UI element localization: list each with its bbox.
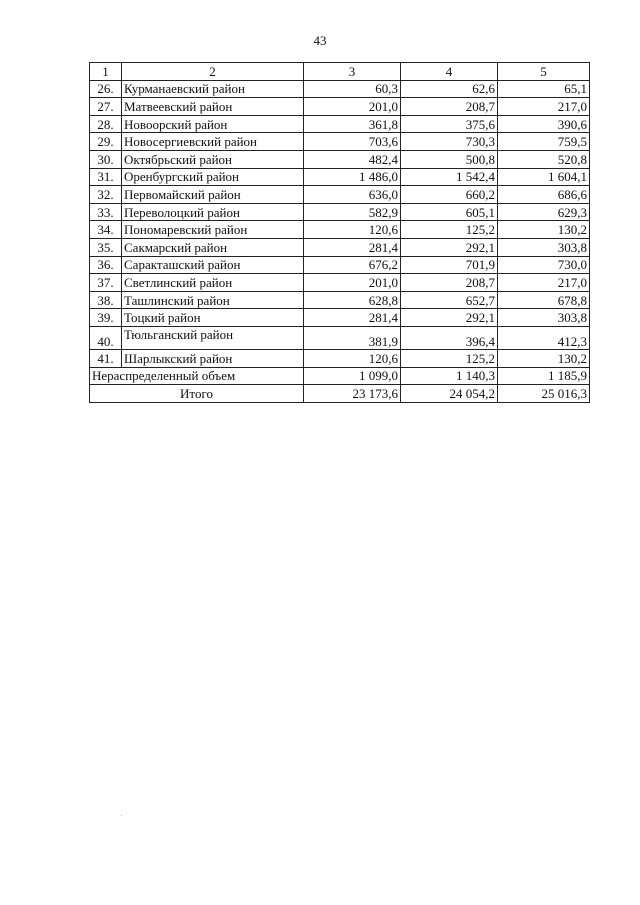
value-col3: 120,6	[304, 221, 401, 239]
table-row	[90, 98, 590, 116]
district-name: Пономаревский район	[122, 221, 304, 239]
row-number: 28.	[90, 115, 122, 133]
value-col4: 292,1	[401, 238, 498, 256]
table-row	[90, 203, 590, 221]
value-col5: 217,0	[498, 98, 590, 116]
district-name: Светлинский район	[122, 274, 304, 292]
value-col4: 396,4	[401, 326, 498, 349]
value-col3: 636,0	[304, 186, 401, 204]
total-col4: 24 054,2	[401, 385, 498, 403]
district-name: Саракташский район	[122, 256, 304, 274]
table-row	[90, 80, 590, 98]
row-number: 37.	[90, 274, 122, 292]
table-row	[90, 274, 590, 292]
value-col3: 628,8	[304, 291, 401, 309]
table-row	[90, 238, 590, 256]
value-col3: 582,9	[304, 203, 401, 221]
row-number: 31.	[90, 168, 122, 186]
value-col5: 520,8	[498, 150, 590, 168]
district-name: Первомайский район	[122, 186, 304, 204]
district-name: Оренбургский район	[122, 168, 304, 186]
value-col4: 125,2	[401, 349, 498, 367]
table-row	[90, 349, 590, 367]
scan-speck	[121, 815, 122, 816]
unallocated-col3: 1 099,0	[304, 367, 401, 385]
value-col4: 701,9	[401, 256, 498, 274]
table-row	[90, 309, 590, 327]
value-col5: 686,6	[498, 186, 590, 204]
value-col4: 605,1	[401, 203, 498, 221]
row-number: 36.	[90, 256, 122, 274]
value-col5: 390,6	[498, 115, 590, 133]
table-row	[90, 291, 590, 309]
header-cell: 1	[90, 63, 122, 81]
header-cell: 4	[401, 63, 498, 81]
row-number: 41.	[90, 349, 122, 367]
row-number: 32.	[90, 186, 122, 204]
value-col4: 62,6	[401, 80, 498, 98]
row-number: 33.	[90, 203, 122, 221]
row-number: 39.	[90, 309, 122, 327]
value-col3: 676,2	[304, 256, 401, 274]
district-name: Шарлыкский район	[122, 349, 304, 367]
value-col5: 65,1	[498, 80, 590, 98]
table-row	[90, 133, 590, 151]
table-header-row	[90, 63, 590, 81]
value-col5: 217,0	[498, 274, 590, 292]
unallocated-label: Нераспределенный объем	[90, 367, 304, 385]
value-col5: 678,8	[498, 291, 590, 309]
value-col5: 130,2	[498, 221, 590, 239]
unallocated-col4: 1 140,3	[401, 367, 498, 385]
district-name: Новосергиевский район	[122, 133, 304, 151]
unallocated-col5: 1 185,9	[498, 367, 590, 385]
row-number: 30.	[90, 150, 122, 168]
value-col5: 412,3	[498, 326, 590, 349]
table-row	[90, 168, 590, 186]
budget-table	[89, 62, 590, 403]
district-name: Тюльганский район	[122, 326, 304, 349]
district-name: Октябрьский район	[122, 150, 304, 168]
row-number: 40.	[90, 326, 122, 349]
header-cell: 3	[304, 63, 401, 81]
value-col3: 201,0	[304, 98, 401, 116]
value-col3: 482,4	[304, 150, 401, 168]
unallocated-row	[90, 367, 590, 385]
table-row	[90, 115, 590, 133]
value-col3: 281,4	[304, 309, 401, 327]
value-col5: 759,5	[498, 133, 590, 151]
row-number: 26.	[90, 80, 122, 98]
value-col3: 1 486,0	[304, 168, 401, 186]
value-col3: 201,0	[304, 274, 401, 292]
value-col5: 303,8	[498, 238, 590, 256]
district-name: Матвеевский район	[122, 98, 304, 116]
total-col5: 25 016,3	[498, 385, 590, 403]
table-row	[90, 221, 590, 239]
district-name: Новоорский район	[122, 115, 304, 133]
total-col3: 23 173,6	[304, 385, 401, 403]
table-row	[90, 186, 590, 204]
value-col4: 375,6	[401, 115, 498, 133]
table-row	[90, 256, 590, 274]
total-row	[90, 385, 590, 403]
value-col4: 292,1	[401, 309, 498, 327]
value-col5: 1 604,1	[498, 168, 590, 186]
value-col3: 281,4	[304, 238, 401, 256]
row-number: 38.	[90, 291, 122, 309]
value-col5: 730,0	[498, 256, 590, 274]
value-col3: 60,3	[304, 80, 401, 98]
district-name: Курманаевский район	[122, 80, 304, 98]
district-name: Сакмарский район	[122, 238, 304, 256]
value-col5: 629,3	[498, 203, 590, 221]
value-col3: 381,9	[304, 326, 401, 349]
value-col4: 652,7	[401, 291, 498, 309]
value-col4: 500,8	[401, 150, 498, 168]
value-col3: 703,6	[304, 133, 401, 151]
table-row	[90, 150, 590, 168]
row-number: 29.	[90, 133, 122, 151]
table-row	[90, 326, 590, 349]
value-col4: 730,3	[401, 133, 498, 151]
header-cell: 2	[122, 63, 304, 81]
total-label: Итого	[90, 385, 304, 403]
value-col4: 1 542,4	[401, 168, 498, 186]
district-name: Ташлинский район	[122, 291, 304, 309]
row-number: 27.	[90, 98, 122, 116]
value-col5: 130,2	[498, 349, 590, 367]
value-col4: 208,7	[401, 98, 498, 116]
page-number: 43	[313, 33, 327, 48]
row-number: 35.	[90, 238, 122, 256]
header-cell: 5	[498, 63, 590, 81]
district-name: Переволоцкий район	[122, 203, 304, 221]
value-col4: 125,2	[401, 221, 498, 239]
row-number: 34.	[90, 221, 122, 239]
value-col3: 120,6	[304, 349, 401, 367]
value-col4: 660,2	[401, 186, 498, 204]
value-col5: 303,8	[498, 309, 590, 327]
value-col3: 361,8	[304, 115, 401, 133]
district-name: Тоцкий район	[122, 309, 304, 327]
value-col4: 208,7	[401, 274, 498, 292]
